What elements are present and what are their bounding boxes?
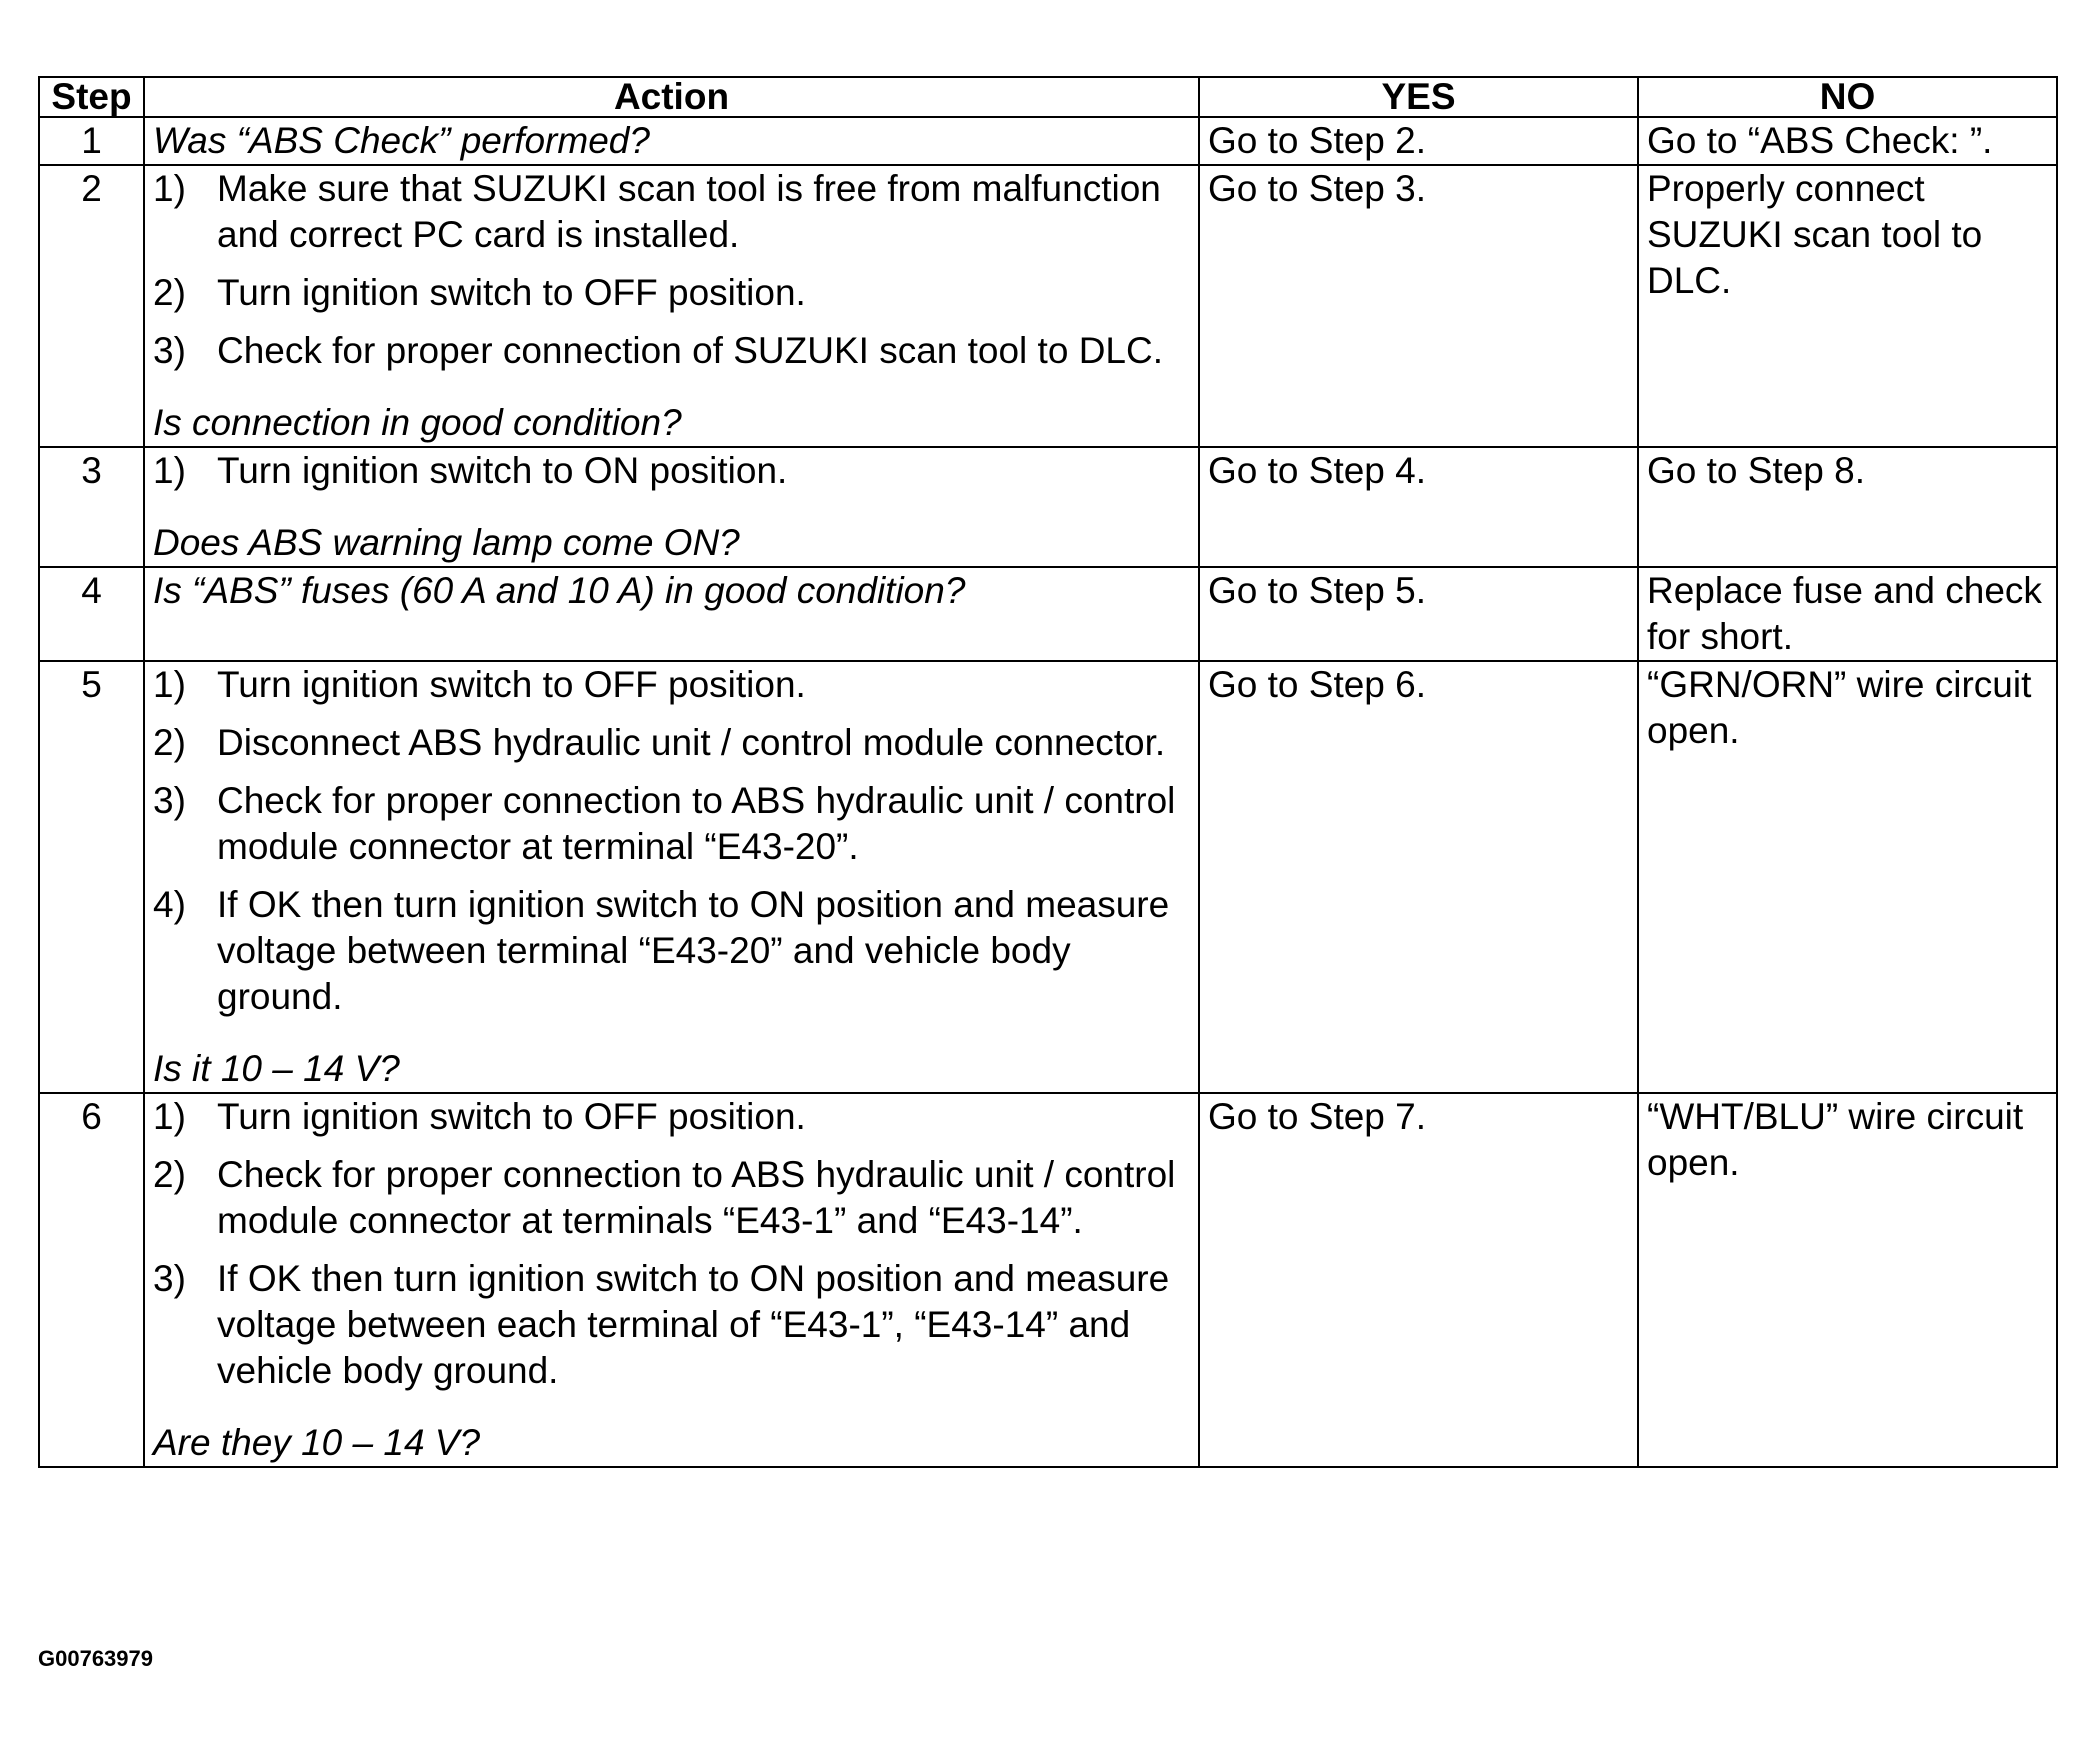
action-item — [153, 448, 1190, 494]
action-item-number: 3) — [153, 1258, 186, 1299]
no-result: Go to Step 8. — [1638, 447, 2057, 567]
action-item-text: Make sure that SUZUKI scan tool is free from malfunction and correct PC card is installed. — [217, 168, 1161, 255]
action-list — [153, 448, 1190, 494]
header-action: Action — [144, 77, 1199, 117]
action-item-number: 4) — [153, 884, 186, 925]
table-row — [39, 165, 2057, 447]
action-item-number: 1) — [153, 664, 186, 705]
check-question: Is connection in good condition? — [153, 402, 682, 443]
action-item — [153, 882, 1190, 1020]
action-item-text: If OK then turn ignition switch to ON position and measure voltage between terminal “E43-20” and vehicle body ground. — [217, 884, 1170, 1017]
check-question: Was “ABS Check” performed? — [153, 120, 650, 161]
check-question: Does ABS warning lamp come ON? — [153, 522, 740, 563]
step-number: 2 — [39, 165, 144, 447]
yes-result: Go to Step 2. — [1199, 117, 1638, 165]
no-result: “GRN/ORN” wire circuit open. — [1638, 661, 2057, 1093]
header-no: NO — [1638, 77, 2057, 117]
step-number: 6 — [39, 1093, 144, 1467]
action-item-number: 2) — [153, 272, 186, 313]
step-number: 1 — [39, 117, 144, 165]
action-item-text: Check for proper connection of SUZUKI scan tool to DLC. — [217, 330, 1163, 371]
action-item-text: Turn ignition switch to OFF position. — [217, 272, 806, 313]
header-step: Step — [39, 77, 144, 117]
no-result: Go to “ABS Check: ”. — [1638, 117, 2057, 165]
no-result: Properly connect SUZUKI scan tool to DLC. — [1638, 165, 2057, 447]
action-list — [153, 662, 1190, 1020]
action-item-text: Check for proper connection to ABS hydraulic unit / control module connector at terminal “E43-20”. — [217, 780, 1176, 867]
action-item — [153, 328, 1190, 374]
no-result: “WHT/BLU” wire circuit open. — [1638, 1093, 2057, 1467]
action-item — [153, 1152, 1190, 1244]
action-item-number: 1) — [153, 168, 186, 209]
action-item — [153, 720, 1190, 766]
yes-result: Go to Step 5. — [1199, 567, 1638, 661]
action-item-number: 3) — [153, 780, 186, 821]
action-item — [153, 778, 1190, 870]
check-question: Are they 10 – 14 V? — [153, 1422, 481, 1463]
diagnostic-table — [38, 76, 2058, 1468]
table-row — [39, 661, 2057, 1093]
action-cell — [144, 1093, 1199, 1467]
action-item-text: Check for proper connection to ABS hydraulic unit / control module connector at terminals “E43-1” and “E43-14”. — [217, 1154, 1176, 1241]
check-question: Is “ABS” fuses (60 A and 10 A) in good condition? — [153, 570, 966, 611]
action-list — [153, 1094, 1190, 1394]
header-yes: YES — [1199, 77, 1638, 117]
check-question: Is it 10 – 14 V? — [153, 1048, 400, 1089]
action-item-text: Turn ignition switch to ON position. — [217, 450, 788, 491]
action-item-number: 1) — [153, 450, 186, 491]
table-row — [39, 117, 2057, 165]
step-number: 3 — [39, 447, 144, 567]
action-item-text: Disconnect ABS hydraulic unit / control module connector. — [217, 722, 1166, 763]
table-row — [39, 447, 2057, 567]
action-cell — [144, 567, 1199, 661]
action-item-text: Turn ignition switch to OFF position. — [217, 664, 806, 705]
action-item-text: If OK then turn ignition switch to ON position and measure voltage between each terminal of “E43-1”, “E43-14” and vehicle body ground. — [217, 1258, 1170, 1391]
action-item-number: 2) — [153, 722, 186, 763]
step-number: 4 — [39, 567, 144, 661]
action-item — [153, 166, 1190, 258]
action-item — [153, 1256, 1190, 1394]
yes-result: Go to Step 6. — [1199, 661, 1638, 1093]
action-item — [153, 270, 1190, 316]
table-row — [39, 567, 2057, 661]
action-list — [153, 166, 1190, 374]
figure-code: G00763979 — [38, 1646, 153, 1671]
action-cell — [144, 117, 1199, 165]
action-cell — [144, 165, 1199, 447]
yes-result: Go to Step 3. — [1199, 165, 1638, 447]
no-result: Replace fuse and check for short. — [1638, 567, 2057, 661]
table-body — [39, 117, 2057, 1467]
table-row — [39, 1093, 2057, 1467]
action-item-text: Turn ignition switch to OFF position. — [217, 1096, 806, 1137]
action-cell — [144, 661, 1199, 1093]
yes-result: Go to Step 4. — [1199, 447, 1638, 567]
step-number: 5 — [39, 661, 144, 1093]
action-item-number: 3) — [153, 330, 186, 371]
action-item — [153, 662, 1190, 708]
action-item — [153, 1094, 1190, 1140]
action-item-number: 2) — [153, 1154, 186, 1195]
action-cell — [144, 447, 1199, 567]
action-item-number: 1) — [153, 1096, 186, 1137]
yes-result: Go to Step 7. — [1199, 1093, 1638, 1467]
table-header-row — [39, 77, 2057, 117]
